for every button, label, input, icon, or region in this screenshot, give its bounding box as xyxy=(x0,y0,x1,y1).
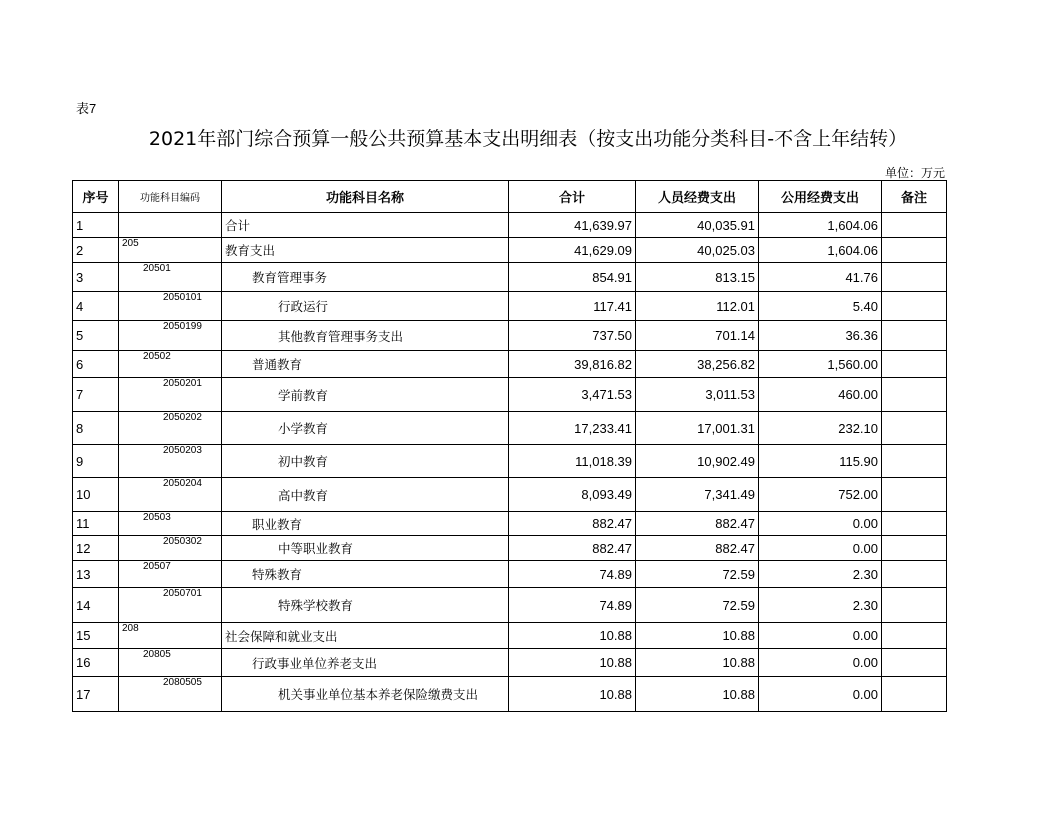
cell-personnel: 38,256.82 xyxy=(636,351,759,378)
cell-seq: 17 xyxy=(73,677,119,712)
cell-personnel: 701.14 xyxy=(636,321,759,351)
table-row xyxy=(73,292,947,321)
cell-remark xyxy=(882,321,947,351)
cell-code xyxy=(119,213,222,238)
cell-name: 行政运行 xyxy=(222,292,509,321)
cell-remark xyxy=(882,649,947,677)
cell-remark xyxy=(882,512,947,536)
cell-total: 10.88 xyxy=(509,623,636,649)
cell-code: 20503 xyxy=(119,512,222,536)
cell-total: 39,816.82 xyxy=(509,351,636,378)
cell-code: 2050302 xyxy=(119,536,222,561)
cell-code: 205 xyxy=(119,238,222,263)
cell-public: 0.00 xyxy=(759,649,882,677)
expenditure-table xyxy=(72,180,947,712)
cell-public: 1,604.06 xyxy=(759,213,882,238)
cell-total: 882.47 xyxy=(509,512,636,536)
cell-code: 2050202 xyxy=(119,412,222,445)
table-row xyxy=(73,238,947,263)
cell-total: 3,471.53 xyxy=(509,378,636,412)
cell-remark xyxy=(882,445,947,478)
cell-public: 0.00 xyxy=(759,623,882,649)
header-code: 功能科目编码 xyxy=(119,181,222,213)
cell-remark xyxy=(882,292,947,321)
cell-total: 41,629.09 xyxy=(509,238,636,263)
table-row xyxy=(73,445,947,478)
table-row xyxy=(73,321,947,351)
cell-code: 2050199 xyxy=(119,321,222,351)
cell-code: 20805 xyxy=(119,649,222,677)
header-remark: 备注 xyxy=(882,181,947,213)
table-header-row xyxy=(73,181,947,213)
cell-seq: 16 xyxy=(73,649,119,677)
cell-personnel: 72.59 xyxy=(636,588,759,623)
cell-remark xyxy=(882,561,947,588)
cell-total: 74.89 xyxy=(509,588,636,623)
cell-personnel: 882.47 xyxy=(636,512,759,536)
cell-remark xyxy=(882,677,947,712)
cell-seq: 9 xyxy=(73,445,119,478)
cell-name: 行政事业单位养老支出 xyxy=(222,649,509,677)
table-row xyxy=(73,536,947,561)
cell-name: 普通教育 xyxy=(222,351,509,378)
cell-name: 特殊教育 xyxy=(222,561,509,588)
table-row xyxy=(73,263,947,292)
header-public: 公用经费支出 xyxy=(759,181,882,213)
cell-code: 208 xyxy=(119,623,222,649)
cell-seq: 8 xyxy=(73,412,119,445)
cell-personnel: 10.88 xyxy=(636,623,759,649)
cell-name: 特殊学校教育 xyxy=(222,588,509,623)
header-personnel: 人员经费支出 xyxy=(636,181,759,213)
cell-public: 1,560.00 xyxy=(759,351,882,378)
table-row xyxy=(73,649,947,677)
table-body xyxy=(73,213,947,712)
cell-seq: 5 xyxy=(73,321,119,351)
cell-public: 2.30 xyxy=(759,561,882,588)
cell-public: 5.40 xyxy=(759,292,882,321)
table-row xyxy=(73,561,947,588)
cell-public: 115.90 xyxy=(759,445,882,478)
cell-seq: 2 xyxy=(73,238,119,263)
header-name: 功能科目名称 xyxy=(222,181,509,213)
cell-total: 117.41 xyxy=(509,292,636,321)
cell-seq: 13 xyxy=(73,561,119,588)
cell-total: 10.88 xyxy=(509,649,636,677)
cell-name: 教育管理事务 xyxy=(222,263,509,292)
table-row xyxy=(73,677,947,712)
cell-seq: 6 xyxy=(73,351,119,378)
cell-seq: 4 xyxy=(73,292,119,321)
cell-public: 2.30 xyxy=(759,588,882,623)
cell-public: 1,604.06 xyxy=(759,238,882,263)
cell-name: 其他教育管理事务支出 xyxy=(222,321,509,351)
cell-public: 0.00 xyxy=(759,536,882,561)
table-row xyxy=(73,351,947,378)
unit-label: 单位：万元 xyxy=(884,166,945,180)
cell-total: 17,233.41 xyxy=(509,412,636,445)
cell-code: 20501 xyxy=(119,263,222,292)
cell-name: 社会保障和就业支出 xyxy=(222,623,509,649)
table-row xyxy=(73,213,947,238)
cell-personnel: 112.01 xyxy=(636,292,759,321)
cell-public: 460.00 xyxy=(759,378,882,412)
cell-remark xyxy=(882,536,947,561)
cell-public: 41.76 xyxy=(759,263,882,292)
cell-name: 学前教育 xyxy=(222,378,509,412)
cell-remark xyxy=(882,351,947,378)
cell-seq: 14 xyxy=(73,588,119,623)
table-row xyxy=(73,512,947,536)
cell-name: 职业教育 xyxy=(222,512,509,536)
cell-name: 高中教育 xyxy=(222,478,509,512)
cell-seq: 12 xyxy=(73,536,119,561)
cell-personnel: 10.88 xyxy=(636,677,759,712)
cell-total: 854.91 xyxy=(509,263,636,292)
cell-total: 74.89 xyxy=(509,561,636,588)
cell-seq: 10 xyxy=(73,478,119,512)
table-row xyxy=(73,378,947,412)
page-title: 2021年部门综合预算一般公共预算基本支出明细表（按支出功能分类科目-不含上年结转） xyxy=(148,128,908,150)
cell-remark xyxy=(882,378,947,412)
cell-public: 232.10 xyxy=(759,412,882,445)
table-row xyxy=(73,588,947,623)
cell-name: 中等职业教育 xyxy=(222,536,509,561)
table-number-label: 表7 xyxy=(76,101,97,116)
cell-code: 20507 xyxy=(119,561,222,588)
cell-remark xyxy=(882,213,947,238)
cell-public: 752.00 xyxy=(759,478,882,512)
header-total: 合计 xyxy=(509,181,636,213)
table-row xyxy=(73,623,947,649)
cell-personnel: 813.15 xyxy=(636,263,759,292)
cell-personnel: 40,025.03 xyxy=(636,238,759,263)
cell-name: 机关事业单位基本养老保险缴费支出 xyxy=(222,677,509,712)
cell-personnel: 10.88 xyxy=(636,649,759,677)
cell-code: 2050101 xyxy=(119,292,222,321)
cell-code: 2050204 xyxy=(119,478,222,512)
cell-seq: 3 xyxy=(73,263,119,292)
cell-personnel: 3,011.53 xyxy=(636,378,759,412)
cell-total: 737.50 xyxy=(509,321,636,351)
cell-personnel: 10,902.49 xyxy=(636,445,759,478)
cell-name: 初中教育 xyxy=(222,445,509,478)
cell-personnel: 72.59 xyxy=(636,561,759,588)
cell-seq: 7 xyxy=(73,378,119,412)
cell-remark xyxy=(882,412,947,445)
cell-public: 36.36 xyxy=(759,321,882,351)
cell-seq: 11 xyxy=(73,512,119,536)
cell-total: 11,018.39 xyxy=(509,445,636,478)
cell-total: 41,639.97 xyxy=(509,213,636,238)
cell-total: 10.88 xyxy=(509,677,636,712)
cell-remark xyxy=(882,588,947,623)
cell-personnel: 40,035.91 xyxy=(636,213,759,238)
cell-total: 882.47 xyxy=(509,536,636,561)
cell-remark xyxy=(882,238,947,263)
cell-remark xyxy=(882,478,947,512)
cell-seq: 1 xyxy=(73,213,119,238)
cell-personnel: 7,341.49 xyxy=(636,478,759,512)
cell-name: 合计 xyxy=(222,213,509,238)
cell-remark xyxy=(882,263,947,292)
cell-public: 0.00 xyxy=(759,677,882,712)
cell-code: 2050203 xyxy=(119,445,222,478)
cell-code: 2050201 xyxy=(119,378,222,412)
cell-code: 20502 xyxy=(119,351,222,378)
cell-remark xyxy=(882,623,947,649)
cell-code: 2080505 xyxy=(119,677,222,712)
cell-personnel: 17,001.31 xyxy=(636,412,759,445)
header-seq: 序号 xyxy=(73,181,119,213)
cell-name: 小学教育 xyxy=(222,412,509,445)
cell-name: 教育支出 xyxy=(222,238,509,263)
cell-code: 2050701 xyxy=(119,588,222,623)
table-row xyxy=(73,412,947,445)
cell-seq: 15 xyxy=(73,623,119,649)
cell-total: 8,093.49 xyxy=(509,478,636,512)
cell-personnel: 882.47 xyxy=(636,536,759,561)
cell-public: 0.00 xyxy=(759,512,882,536)
table-row xyxy=(73,478,947,512)
